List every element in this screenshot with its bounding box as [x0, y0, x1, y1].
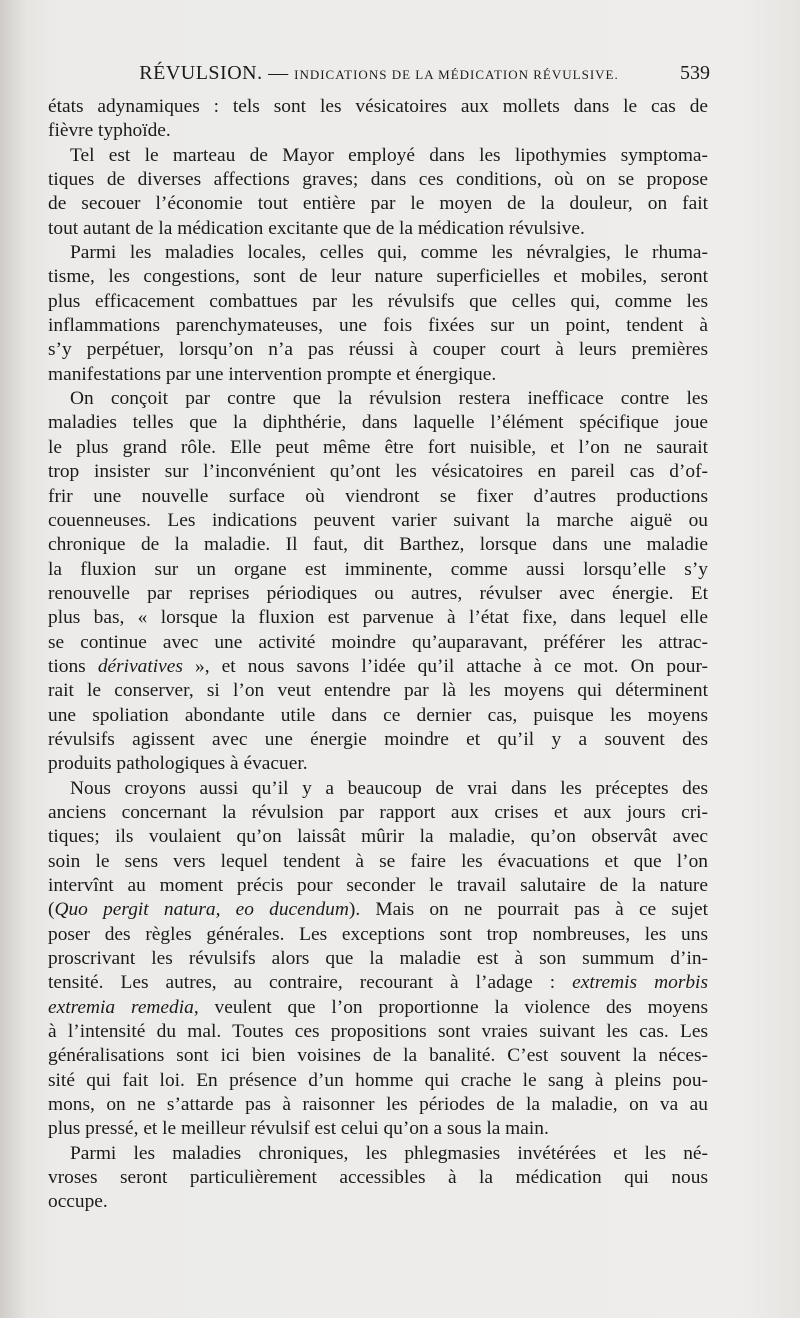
text-line: tiques; ils voulaient qu’on laissât mûrir la maladie, qu’on observât avec: [48, 826, 708, 848]
text-line: la fluxion sur un organe est imminente, comme aussi lorsqu’elle s’y: [48, 558, 708, 580]
text-line: manifestations par une intervention prompte et énergique.: [48, 363, 497, 385]
text-line: [48, 898, 708, 922]
text-line: généralisations sont ici bien voisines de la banalité. C’est souvent la néces-: [48, 1045, 708, 1067]
page-number: 539: [680, 62, 710, 84]
title-subtitle: INDICATIONS DE LA MÉDICATION RÉVULSIVE.: [294, 67, 619, 82]
text-segment: , veulent que l’on proportionne la violence des moyens: [193, 996, 708, 1018]
text-line: le plus grand rôle. Elle peut même être fort nuisible, et l’on ne saurait: [48, 436, 708, 458]
text-line: maladies telles que la diphthérie, dans laquelle l’élément spécifique joue: [48, 412, 708, 434]
text-line: vroses seront particulièrement accessibles à la médication qui nous: [48, 1167, 708, 1189]
text-line: trop insister sur l’inconvénient qu’ont les vésicatoires en pareil cas d’of-: [48, 461, 708, 483]
text-line: intervînt au moment précis pour seconder le travail salutaire de la nature: [48, 875, 708, 896]
text-line: Nous croyons aussi qu’il y a beaucoup de vrai dans les préceptes des: [70, 777, 708, 799]
text-segment: », et nous savons l’idée qu’il attache à ce mot. On pour-: [182, 655, 708, 677]
text-line: révulsifs agissent avec une énergie moindre et qu’il y a souvent des: [48, 728, 708, 750]
text-line: plus efficacement combattues par les révulsifs que celles qui, comme les: [48, 290, 708, 312]
text-line: se continue avec une activité moindre qu’auparavant, préférer les attrac-: [48, 631, 708, 653]
text-line: poser des règles générales. Les exceptions sont trop nombreuses, les uns: [48, 923, 708, 945]
text-segment: tions: [48, 655, 98, 677]
text-line: s’y perpétuer, lorsqu’on n’a pas réussi à couper court à leurs premières: [48, 339, 708, 361]
title-main: RÉVULSION.: [139, 62, 263, 84]
text-segment: (: [48, 899, 55, 921]
italic-text: extremia remedia: [48, 996, 194, 1018]
text-line: occupe.: [48, 1191, 108, 1213]
text-line: de secouer l’économie tout entière par le moyen de la douleur, on fait: [48, 193, 708, 215]
text-line: rait le conserver, si l’on veut entendre par là les moyens qui déterminent: [48, 680, 708, 702]
text-line: plus bas, « lorsque la fluxion est parvenue à l’état fixe, dans lequel elle: [48, 607, 708, 629]
text-line: On conçoit par contre que la révulsion restera inefficace contre les: [70, 388, 708, 410]
running-header: [48, 62, 710, 90]
running-title: [48, 62, 710, 85]
text-segment: ). Mais on ne pourrait pas à ce sujet: [348, 899, 708, 921]
text-line: plus pressé, et le meilleur révulsif est celui qu’on a sous la main.: [48, 1118, 549, 1140]
text-line: [48, 971, 708, 995]
italic-text: Quo pergit natura, eo ducendum: [54, 899, 349, 921]
text-line: fièvre typhoïde.: [48, 120, 171, 142]
text-line: Tel est le marteau de Mayor employé dans les lipothymies symptoma-: [70, 144, 708, 166]
text-line: soin le sens vers lequel tendent à se faire les évacuations et que l’on: [48, 850, 708, 872]
text-line: Parmi les maladies locales, celles qui, comme les névralgies, le rhuma-: [70, 242, 708, 264]
italic-text: extremis morbis: [572, 972, 708, 994]
text-segment: tensité. Les autres, au contraire, recourant à l’adage :: [48, 972, 573, 994]
text-line: mons, on ne s’attarde pas à raisonner les périodes de la maladie, on va au: [48, 1094, 708, 1116]
text-line: renouvelle par reprises périodiques ou autres, révulser avec énergie. Et: [48, 582, 708, 604]
text-line: tiques de diverses affections graves; dans ces conditions, où on se propose: [48, 169, 708, 191]
text-line: états adynamiques : tels sont les vésicatoires aux mollets dans le cas de: [48, 96, 708, 117]
title-dash: —: [262, 62, 295, 84]
text-line: tisme, les congestions, sont de leur nature superficielles et mobiles, seront: [48, 266, 708, 288]
text-line: chronique de la maladie. Il faut, dit Barthez, lorsque dans une maladie: [48, 534, 708, 556]
text-line: frir une nouvelle surface où viendront se fixer d’autres productions: [48, 485, 708, 507]
text-line: inflammations parenchymateuses, une fois fixées sur un point, tendent à: [48, 315, 708, 337]
text-line: anciens concernant la révulsion par rapport aux crises et aux jours cri-: [48, 801, 708, 823]
text-line: [48, 996, 708, 1020]
text-line: produits pathologiques à évacuer.: [48, 753, 308, 775]
text-line: [48, 655, 708, 679]
text-line: proscrivant les révulsifs alors que la maladie est à son summum d’in-: [48, 948, 708, 970]
text-line: tout autant de la médication excitante que de la médication révulsive.: [48, 217, 585, 239]
text-line: Parmi les maladies chroniques, les phlegmasies invétérées et les né-: [70, 1142, 708, 1164]
text-line: sité qui fait loi. En présence d’un homme qui crache le sang à pleins pou-: [48, 1069, 708, 1091]
text-line: une spoliation abondante utile dans ce dernier cas, puisque les moyens: [48, 704, 708, 726]
body-text: [48, 95, 708, 1215]
italic-text: dérivatives: [97, 655, 183, 677]
text-line: à l’intensité du mal. Toutes ces propositions sont vraies suivant les cas. Les: [48, 1021, 708, 1043]
text-line: couenneuses. Les indications peuvent varier suivant la marche aiguë ou: [48, 509, 708, 531]
